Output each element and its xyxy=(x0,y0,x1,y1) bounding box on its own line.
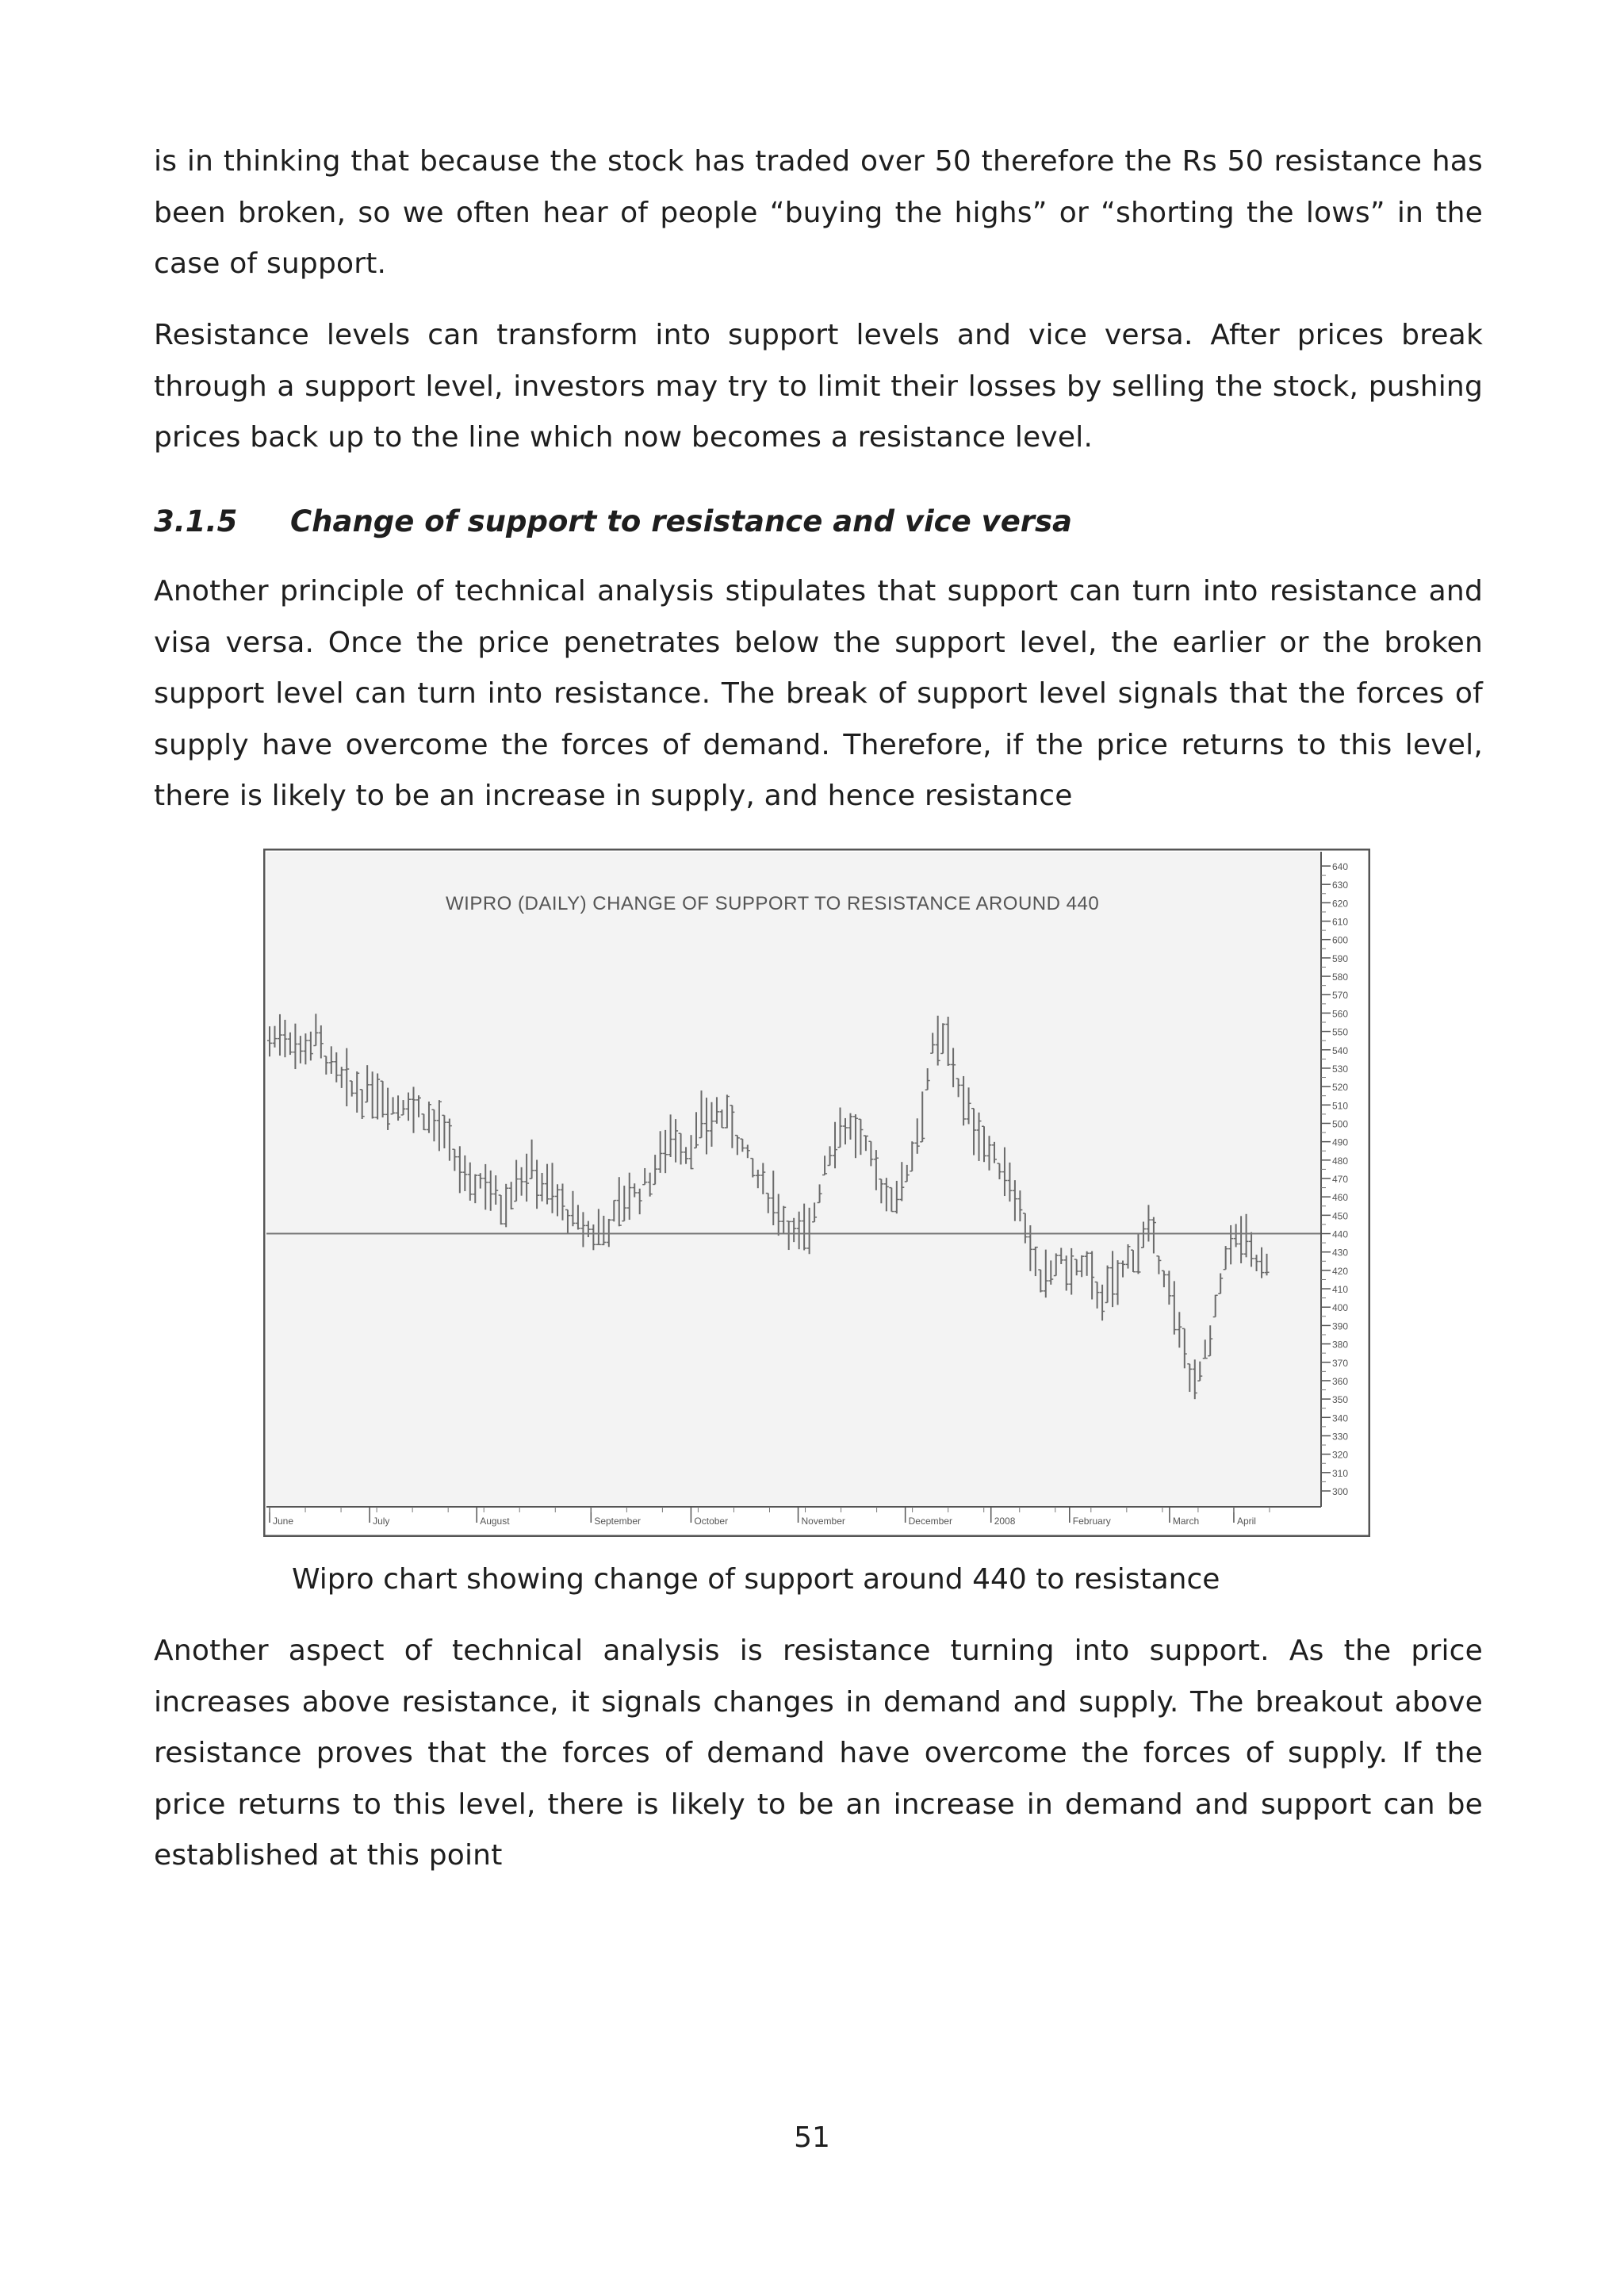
y-tick-label: 460 xyxy=(1332,1192,1349,1204)
y-tick-label: 500 xyxy=(1332,1118,1349,1130)
x-tick-label: October xyxy=(694,1516,729,1527)
chart-title: WIPRO (DAILY) CHANGE OF SUPPORT TO RESISTANCE AROUND 440 xyxy=(446,893,1100,914)
y-tick-label: 350 xyxy=(1332,1394,1349,1406)
paragraph-resistance-to-support: Another aspect of technical analysis is resistance turning into support. As the price increases above resistance, it signals changes in demand and supply. The breakout above resistance proves that the forces of demand have overcome the forces of supply. If the price returns to this level, there is likely to be an increase in demand and support can be established at this point xyxy=(154,1634,1483,1872)
y-tick-label: 470 xyxy=(1332,1174,1349,1185)
y-tick-label: 340 xyxy=(1332,1412,1349,1424)
y-tick-label: 510 xyxy=(1332,1100,1349,1112)
y-tick-label: 330 xyxy=(1332,1431,1349,1443)
y-tick-label: 420 xyxy=(1332,1265,1349,1277)
y-tick-label: 430 xyxy=(1332,1247,1349,1259)
x-tick-label: March xyxy=(1172,1516,1200,1527)
figure-caption: Wipro chart showing change of support around 440 to resistance xyxy=(292,1563,1220,1596)
wipro-chart-svg xyxy=(263,849,1370,1537)
x-tick-label: December xyxy=(908,1516,952,1527)
y-tick-label: 590 xyxy=(1332,952,1349,964)
x-tick-label: July xyxy=(373,1516,390,1527)
section-heading xyxy=(154,498,1072,546)
y-tick-label: 550 xyxy=(1332,1026,1349,1038)
y-tick-label: 580 xyxy=(1332,971,1349,983)
x-tick-label: June xyxy=(273,1516,294,1527)
x-tick-label: 2008 xyxy=(994,1516,1016,1527)
y-tick-label: 630 xyxy=(1332,879,1349,891)
paragraph-intro: is in thinking that because the stock has traded over 50 therefore the Rs 50 resistance has been broken, so we often hear of people “buying the highs” or “shorting the lows” in the case of support. xyxy=(154,145,1483,280)
y-tick-label: 620 xyxy=(1332,898,1349,910)
y-tick-label: 360 xyxy=(1332,1375,1349,1387)
x-tick-label: April xyxy=(1236,1516,1256,1527)
x-tick-label: August xyxy=(480,1516,510,1527)
y-tick-label: 600 xyxy=(1332,934,1349,946)
y-tick-label: 450 xyxy=(1332,1210,1349,1222)
y-tick-label: 440 xyxy=(1332,1228,1349,1240)
paragraph-support-to-resistance: Another principle of technical analysis stipulates that support can turn into resistance and visa versa. Once the price penetrates below the support level, the earlier or the broken support level can turn into resistance. The break of support level signals that the forces of supply have overcome the forces of demand. Therefore, if the price returns to this level, there is likely to be an increase in supply, and hence resistance xyxy=(154,575,1483,812)
page-number: 51 xyxy=(794,2121,830,2154)
y-tick-label: 300 xyxy=(1332,1486,1349,1497)
y-tick-label: 540 xyxy=(1332,1044,1349,1056)
section-number: 3.1.5 xyxy=(154,504,238,538)
chart-plot-area xyxy=(266,852,1320,1507)
y-tick-label: 640 xyxy=(1332,861,1349,872)
y-tick-label: 610 xyxy=(1332,916,1349,928)
section-title: Change of support to resistance and vice versa xyxy=(290,504,1073,538)
y-tick-label: 400 xyxy=(1332,1302,1349,1314)
x-tick-label: September xyxy=(594,1516,642,1527)
y-tick-label: 570 xyxy=(1332,990,1349,1002)
paragraph-resistance-levels: Resistance levels can transform into support levels and vice versa. After prices break through a support level, investors may try to limit their losses by selling the stock, pushing prices back up to the line which now becomes a resistance level. xyxy=(154,319,1483,454)
y-tick-label: 480 xyxy=(1332,1155,1349,1167)
y-tick-label: 380 xyxy=(1332,1339,1349,1351)
y-tick-label: 490 xyxy=(1332,1136,1349,1148)
y-tick-label: 320 xyxy=(1332,1449,1349,1461)
y-tick-label: 310 xyxy=(1332,1467,1349,1479)
x-tick-label: November xyxy=(801,1516,845,1527)
x-tick-label: February xyxy=(1072,1516,1111,1527)
wipro-chart xyxy=(263,849,1370,1537)
y-tick-label: 370 xyxy=(1332,1357,1349,1369)
y-tick-label: 530 xyxy=(1332,1063,1349,1075)
y-tick-label: 410 xyxy=(1332,1284,1349,1296)
y-tick-label: 520 xyxy=(1332,1082,1349,1094)
y-tick-label: 390 xyxy=(1332,1320,1349,1332)
y-tick-label: 560 xyxy=(1332,1008,1349,1020)
